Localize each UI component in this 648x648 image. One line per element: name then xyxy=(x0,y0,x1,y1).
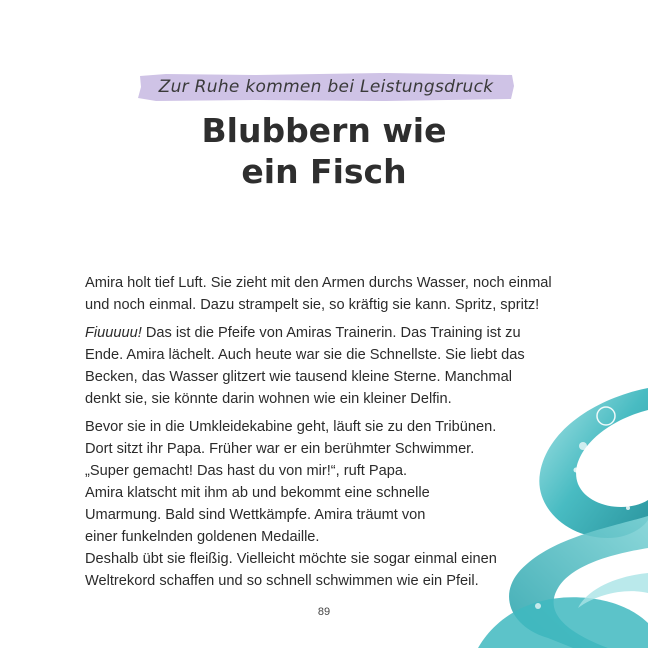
text-line: denkt sie, sie könnte darin wohnen wie ein kleiner Delfin. xyxy=(85,391,452,407)
text-line: Amira holt tief Luft. Sie zieht mit den Armen durchs Wasser, noch einmal xyxy=(85,275,552,291)
whistle-sound: Fiuuuuu! xyxy=(85,325,142,341)
page-title xyxy=(0,110,648,192)
text-line: Amira klatscht mit ihm ab und bekommt eine schnelle xyxy=(85,485,430,501)
text-line: Weltrekord schaffen und so schnell schwimmen wie ein Pfeil. xyxy=(85,573,479,589)
text-line: Umarmung. Bald sind Wettkämpfe. Amira träumt von xyxy=(85,507,426,523)
text-fragment: Das ist die Pfeife von Amiras Trainerin. Das Training ist zu xyxy=(141,325,521,341)
page-number: 89 xyxy=(317,606,331,618)
text-line: Ende. Amira lächelt. Auch heute war sie die Schnellste. Sie liebt das xyxy=(85,347,525,363)
text-line: Bevor sie in die Umkleidekabine geht, läuft sie zu den Tribünen. xyxy=(85,419,497,435)
text-line: einer funkelnden goldenen Medaille. xyxy=(85,529,320,545)
text-line: „Super gemacht! Das hast du von mir!“, ruft Papa. xyxy=(85,463,408,479)
text-line: Dort sitzt ihr Papa. Früher war er ein berühmter Schwimmer. xyxy=(85,441,475,457)
title-line-2: ein Fisch xyxy=(241,152,407,191)
text-line: Deshalb übt sie fleißig. Vielleicht möchte sie sogar einmal einen xyxy=(85,551,497,567)
text-line: Becken, das Wasser glitzert wie tausend kleine Sterne. Manchmal xyxy=(85,369,512,385)
text-line: und noch einmal. Dazu strampelt sie, so kräftig sie kann. Spritz, spritz! xyxy=(85,297,540,313)
paragraph-1 xyxy=(85,272,585,316)
title-line-1: Blubbern wie xyxy=(201,111,447,150)
chapter-kicker xyxy=(136,72,516,102)
text-line xyxy=(85,322,585,344)
kicker-text: Zur Ruhe kommen bei Leistungsdruck xyxy=(158,77,494,97)
